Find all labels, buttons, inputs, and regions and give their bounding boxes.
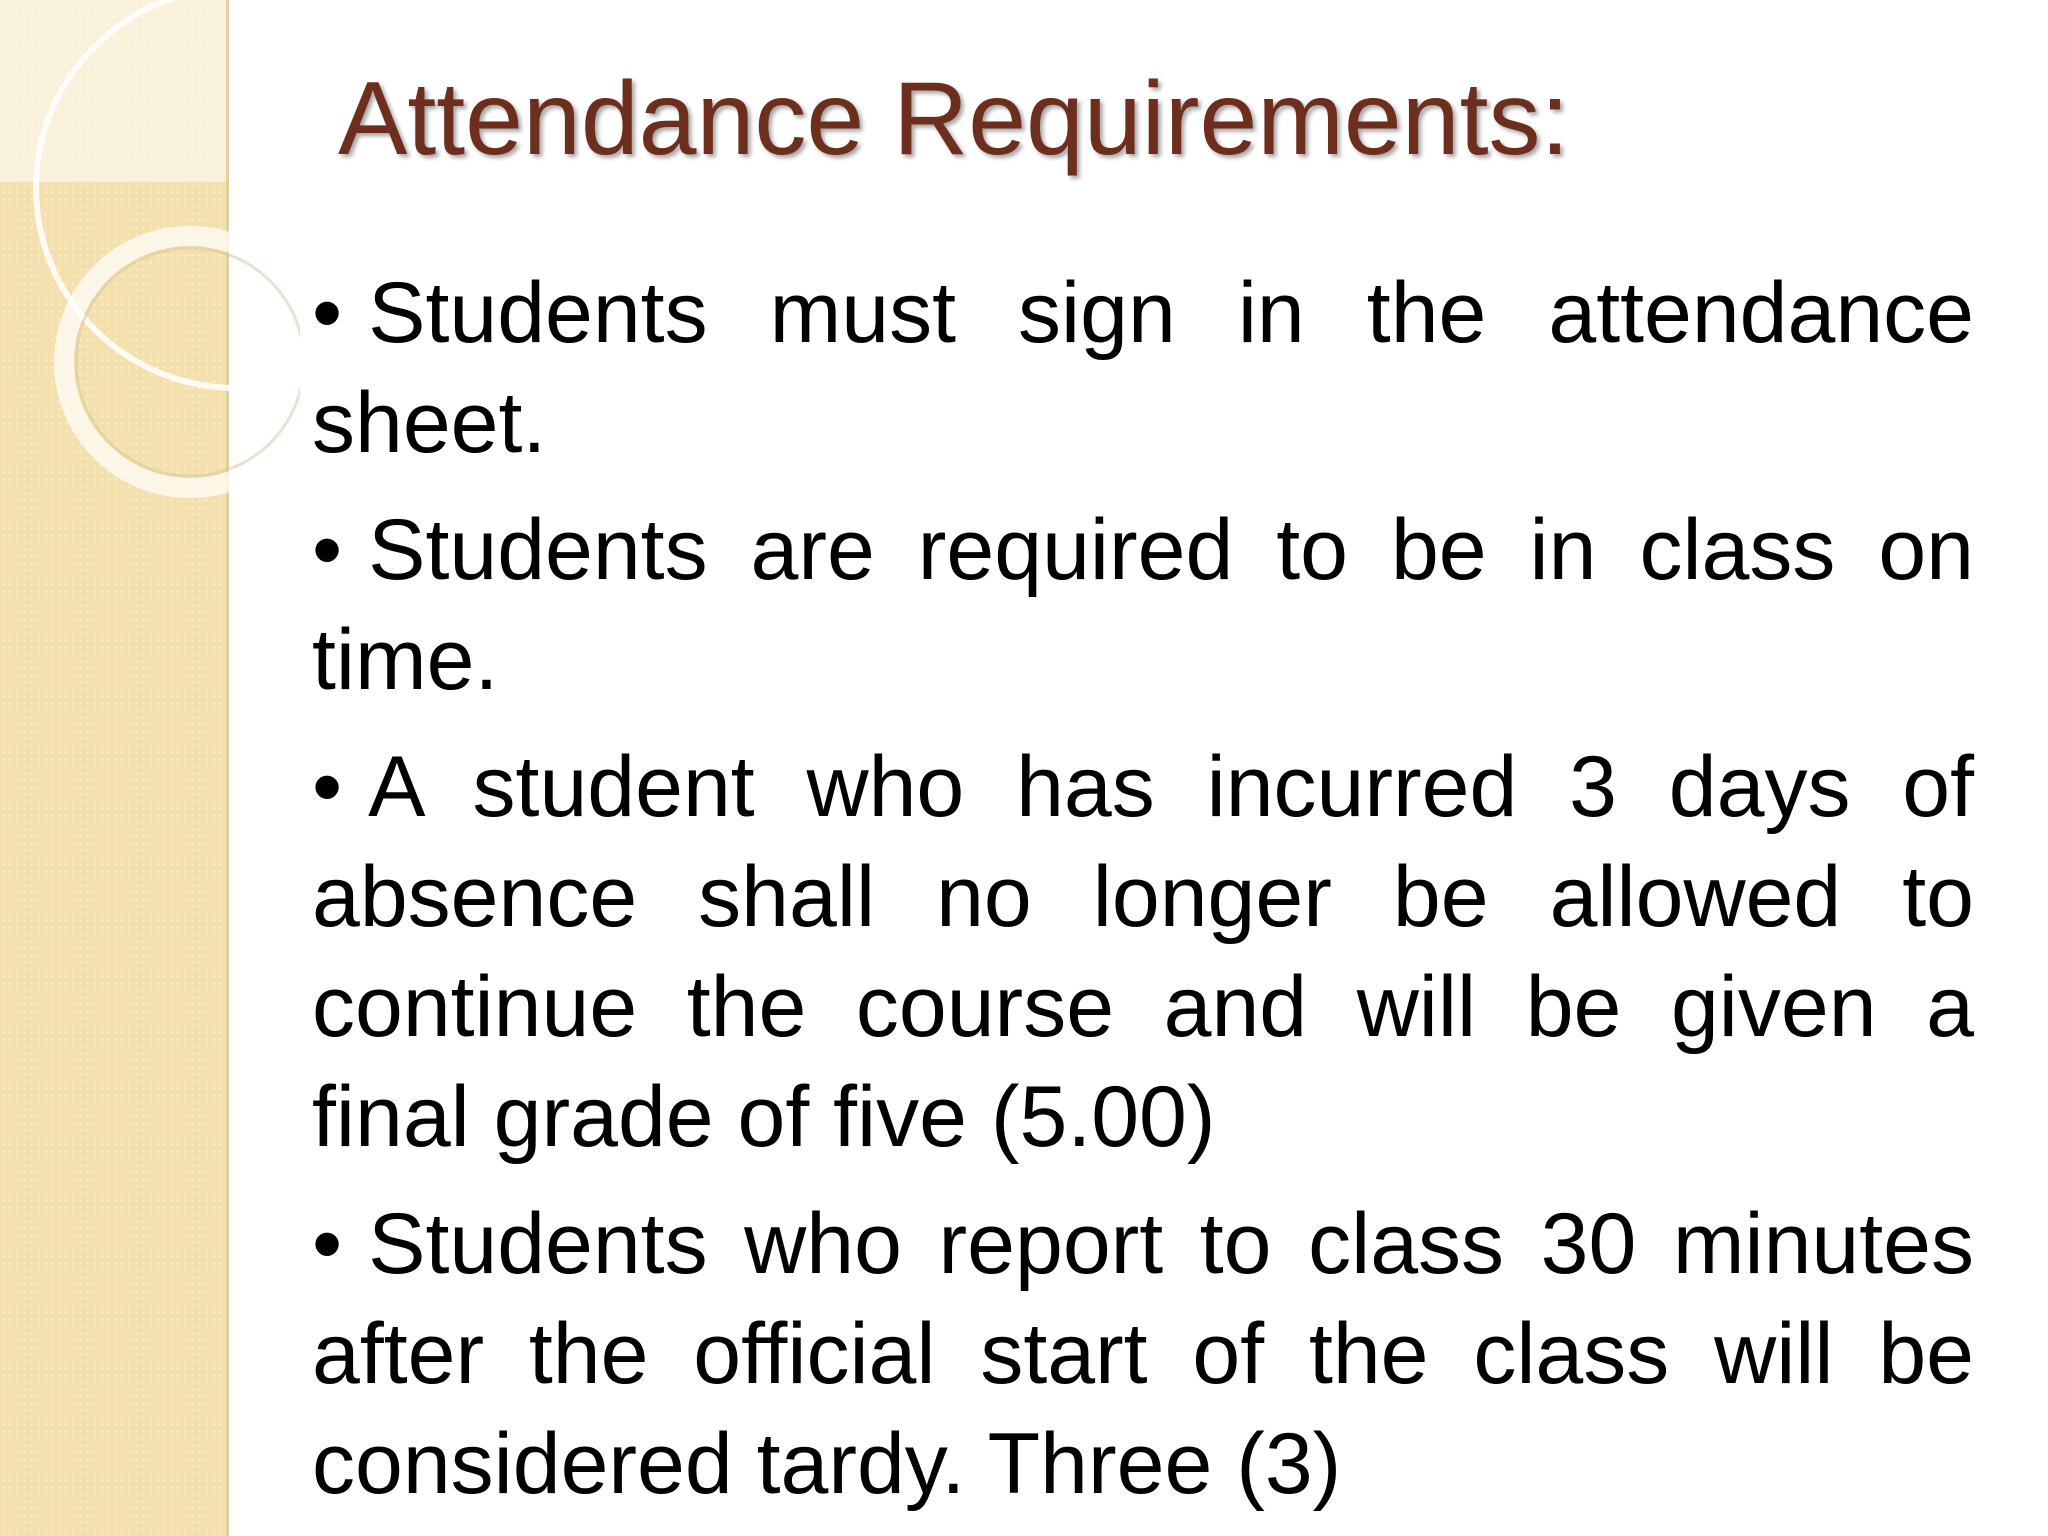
slide-title: Attendance Requirements: [338,61,1570,177]
bullet-item [312,258,1974,478]
bullet-item [312,732,1974,1172]
bullet-item [312,495,1974,715]
bullet-marker: • [312,502,343,598]
bullet-text: Students are required to be in class on time. [312,502,1974,708]
bullet-marker: • [312,1196,343,1292]
bullet-marker: • [312,739,343,835]
bullet-text: Students who report to class 30 minutes after the official start of the class will be considered tardy. Three (3) [312,1196,1974,1512]
decorative-rings [0,0,300,520]
bullet-marker: • [312,265,343,361]
decorative-thick-ring [64,236,300,488]
bullet-item [312,1189,1974,1519]
bullet-text: A student who has incurred 3 days of absence shall no longer be allowed to continue the course and will be given a final grade of five (5.00) [312,739,1974,1165]
bullet-list [312,258,1974,1536]
decorative-inner-ring [76,248,300,476]
bullet-text: Students must sign in the attendance sheet. [312,265,1974,471]
